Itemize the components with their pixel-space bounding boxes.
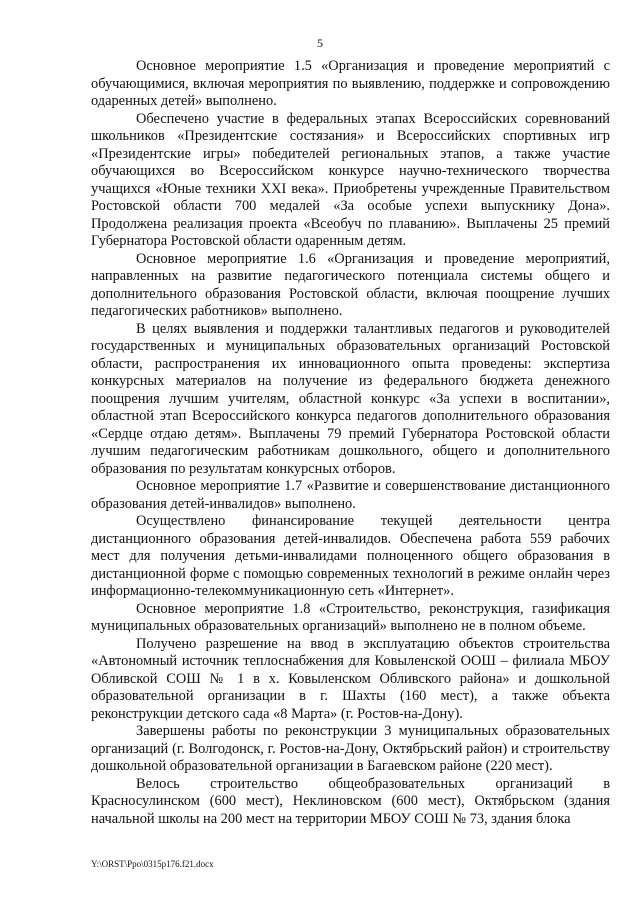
paragraph: Обеспечено участие в федеральных этапах Всероссийских соревнований школьников «Президентские состязания» и Всероссийских спортивных игр «Президентские игры» победителей региональных этапов, а также участие обучающихся во Всероссийском конкурсе научно-технического творчества учащихся «Юные техники XXI века». Приобретены учрежденные Правительством Ростовской области 700 медалей «За особые успехи выпускнику Дона». Продолжена реализация проекта «Всеобуч по плаванию». Выплачены 25 премий Губернатора Ростовской области одаренным детям. xyxy=(91,110,610,249)
paragraph: В целях выявления и поддержки талантливых педагогов и руководителей государственных и муниципальных образовательных организаций Ростовской области, распространения их инновационного опыта проведены: экспертиза конкурсных материалов на получение из федерального бюджета денежного поощрения лучшим учителям, областной конкурс «За успехи в воспитании», областной этап Всероссийского конкурса педагогов дополнительного образования «Сердце отдаю детям». Выплачены 79 премий Губернатора Ростовской области лучшим педагогическим работникам дошкольного, общего и дополнительного образования по результатам конкурсных отборов. xyxy=(91,320,610,477)
paragraph: Завершены работы по реконструкции 3 муниципальных образовательных организаций (г. Волгодонск, г. Ростов-на-Дону, Октябрьский район) и строительству дошкольной образовательной организации в Багаевском районе (220 мест). xyxy=(91,723,610,774)
paragraph: Основное мероприятие 1.7 «Развитие и совершенствование дистанционного образования детей-инвалидов» выполнено. xyxy=(91,478,610,512)
paragraph: Основное мероприятие 1.5 «Организация и проведение мероприятий с обучающимися, включая мероприятия по выявлению, поддержке и сопровождению одаренных детей» выполнено. xyxy=(91,58,610,109)
page-number: 5 xyxy=(317,36,323,50)
paragraph: Велось строительство общеобразовательных организаций в Красносулинском (600 мест), Неклиновском (600 мест), Октябрьском (здания начальной школы на 200 мест на территории МБОУ СОШ № 73, здания блока xyxy=(91,775,610,827)
document-body xyxy=(91,58,610,828)
paragraph: Основное мероприятие 1.6 «Организация и проведение мероприятий, направленных на развитие педагогического потенциала системы общего и дополнительного образования Ростовской области, включая поощрение лучших педагогических работников» выполнено. xyxy=(91,250,610,319)
footer-file-path: Y:\ORST\Ppo\0315p176.f21.docx xyxy=(91,859,214,869)
paragraph: Основное мероприятие 1.8 «Строительство, реконструкция, газификация муниципальных образовательных организаций» выполнено не в полном объеме. xyxy=(91,600,610,634)
paragraph: Получено разрешение на ввод в эксплуатацию объектов строительства «Автономный источник теплоснабжения для Ковыленской ООШ – филиала МБОУ Обливской СОШ № 1 в х. Ковыленском Обливского района» и дошкольной образовательной организации в г. Шахты (160 мест), а также объекта реконструкции детского сада «8 Марта» (г. Ростов-на-Дону). xyxy=(91,635,610,722)
paragraph: Осуществлено финансирование текущей деятельности центра дистанционного образования детей-инвалидов. Обеспечена работа 559 рабочих мест для получения детьми-инвалидами полноценного общего образования в дистанционной форме с помощью современных технологий в режиме онлайн через информационно-телекоммуникационную сеть «Интернет». xyxy=(91,513,610,599)
